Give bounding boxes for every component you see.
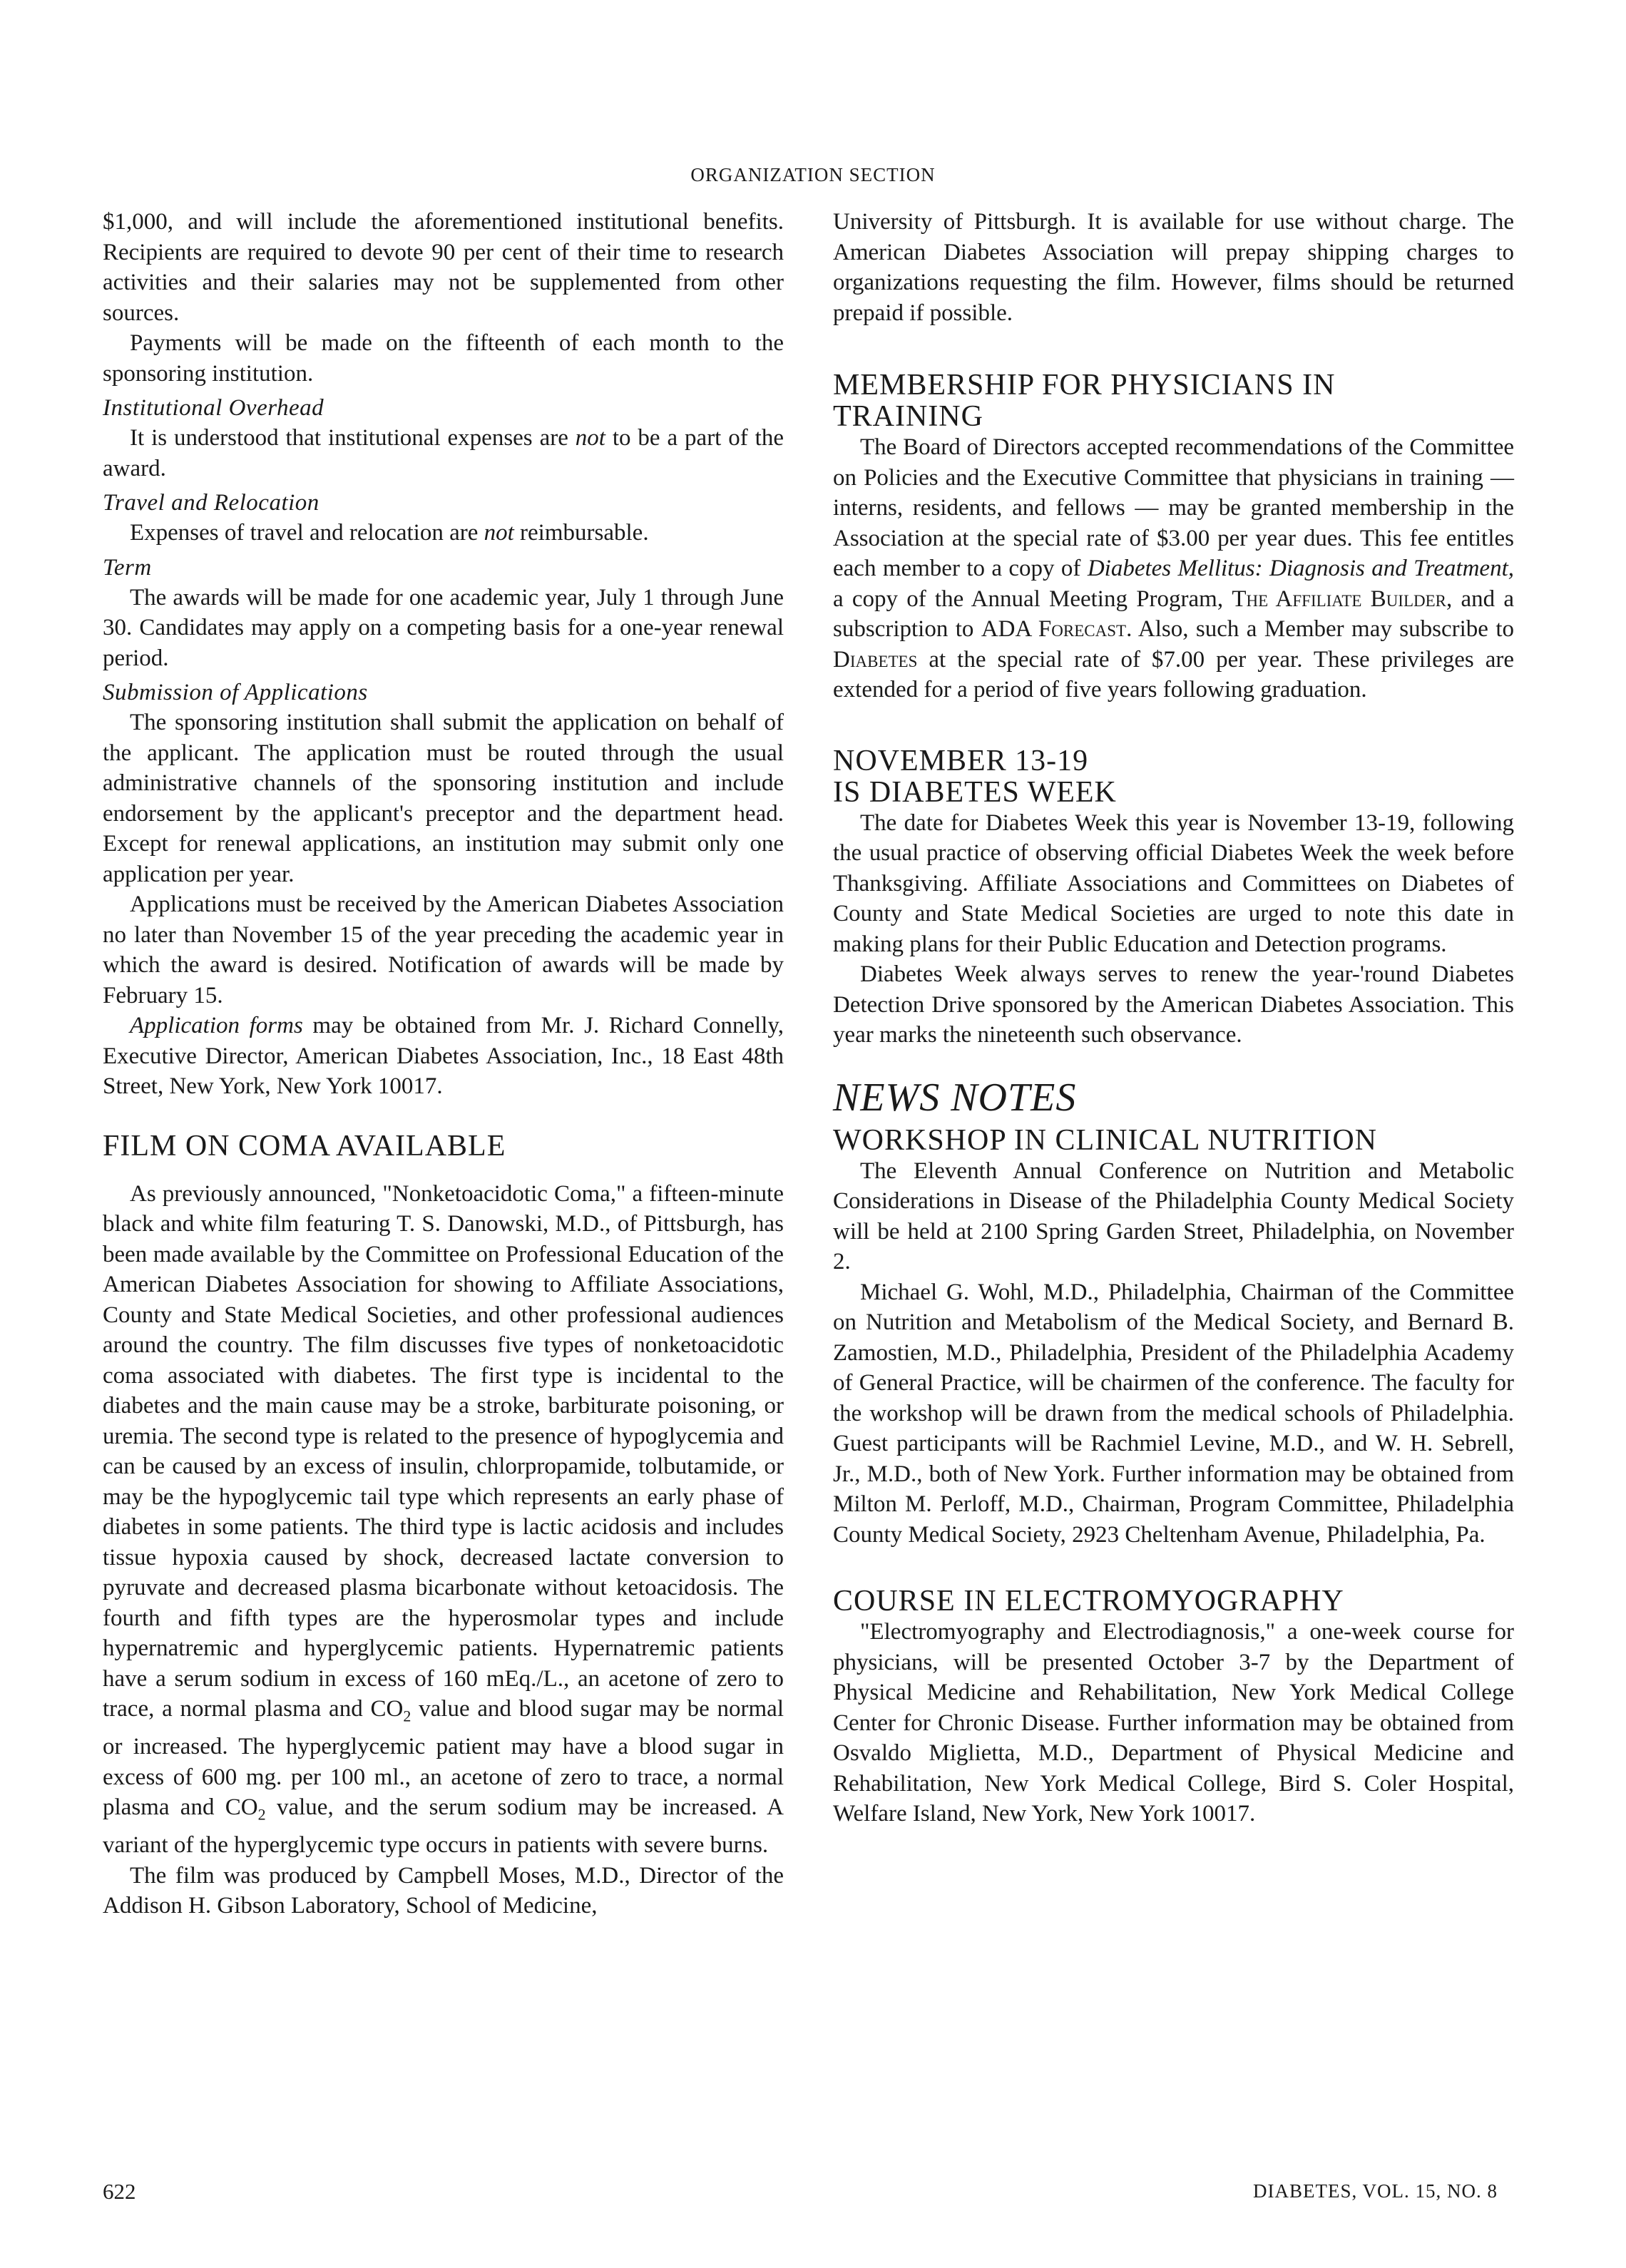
journal-footer: DIABETES, VOL. 15, NO. 8 (1253, 2180, 1498, 2202)
submission-paragraph-3: Application forms may be obtained from Mr. J. Richard Connelly, Executive Director, American Diabetes Association, Inc., 18 East 48th Street, New York, New York 10017. (103, 1013, 784, 1099)
emg-section-title: COURSE IN ELECTROMYOGRAPHY (833, 1585, 1344, 1618)
diabetes-week-paragraph-2: Diabetes Week always serves to renew the year-'round Diabetes Detection Drive sponsored by the American Diabetes Association. This year marks the nineteenth such observance. (833, 961, 1514, 1048)
travel-paragraph: Expenses of travel and relocation are not reimbursable. (130, 520, 649, 546)
workshop-section-title: WORKSHOP IN CLINICAL NUTRITION (833, 1123, 1377, 1157)
running-header: ORGANIZATION SECTION (690, 164, 936, 185)
left-column (103, 207, 784, 1921)
workshop-paragraph-2: Michael G. Wohl, M.D., Philadelphia, Chairman of the Committee on Nutrition and Metabolism of the Medical Society, and Bernard B. Zamostien, M.D., Philadelphia, President of the Philadelphia Academy of General Practice, will be chairmen of the conference. The faculty for the workshop will be drawn from the medical schools of Philadelphia. Guest participants will be Rachmiel Levine, M.D., and W. H. Sebrell, Jr., M.D., both of New York. Further information may be obtained from Milton M. Perloff, M.D., Chairman, Program Committee, Philadelphia County Medical Society, 2923 Cheltenham Avenue, Philadelphia, Pa. (833, 1279, 1514, 1548)
term-paragraph: The awards will be made for one academic year, July 1 through June 30. Candidates may apply on a competing basis for a one-year renewal period. (103, 584, 784, 671)
intro-paragraph-2: Payments will be made on the fifteenth of each month to the sponsoring institution. (103, 330, 784, 387)
intro-paragraph-1: $1,000, and will include the aforementioned institutional benefits. Recipients are required to devote 90 per cent of their time to research activities and their salaries may not be supplemented from other sources. (103, 209, 784, 326)
emg-paragraph: "Electromyography and Electrodiagnosis," a one-week course for physicians, will be presented October 3-7 by the Department of Physical Medicine and Rehabilitation, New York Medical College Center for Chronic Disease. Further information may be obtained from Osvaldo Miglietta, M.D., Department of Physical Medicine and Rehabilitation, New York Medical College, Bird S. Coler Hospital, Welfare Island, New York, New York 10017. (833, 1619, 1514, 1827)
workshop-paragraph-1: The Eleventh Annual Conference on Nutrition and Metabolic Considerations in Disease of the Philadelphia County Medical Society will be held at 2100 Spring Garden Street, Philadelphia, on November 2. (833, 1158, 1514, 1275)
film-paragraph-2: The film was produced by Campbell Moses, M.D., Director of the Addison H. Gibson Laboratory, School of Medicine, (103, 1862, 784, 1919)
film-paragraph-1: As previously announced, "Nonketoacidotic Coma," a fifteen-minute black and white film featuring T. S. Danowski, M.D., of Pittsburgh, has been made available by the Committee on Professional Education of the American Diabetes Association for showing to Affiliate Associations, County and State Medical Societies, and other professional audiences around the country. The film discusses five types of nonketoacidotic coma associated with diabetes. The first type is incidental to the diabetes and the main cause may be a stroke, barbiturate poisoning, or uremia. The second type is related to the presence of hypoglycemia and can be caused by an excess of insulin, chlorpropamide, tolbutamide, or may be the hypoglycemic tail type which represents an early phase of diabetes in some patients. The third type is lactic acidosis and includes tissue hypoxia caused by shock, decreased lactate conversion to pyruvate and decreased plasma bicarbonate without ketoacidosis. The fourth and fifth types are the hyperosmolar types and include hypernatremic and hyperglycemic patients. Hypernatremic patients have a serum sodium in excess of 160 mEq./L., an acetone of zero to trace, a normal plasma and $CO_2$ value and blood sugar may be normal or increased. The hyperglycemic patient may have a blood sugar in excess of 600 mg. per 100 ml., an acetone of zero to trace, a normal plasma and $CO_2$ value, and the serum sodium may be increased. A variant of the hyperglycemic type occurs in patients with severe burns. (103, 1180, 784, 1859)
submission-subheading: Submission of Applications (103, 680, 368, 705)
overhead-subheading: Institutional Overhead (103, 395, 324, 421)
right-column (833, 207, 1514, 1829)
term-subheading: Term (103, 554, 152, 581)
diabetes-week-paragraph-1: The date for Diabetes Week this year is November 13-19, following the usual practice of observing official Diabetes Week the week before Thanksgiving. Affiliate Associations and Committees on Diabetes of County and State Medical Societies are urged to note this date in making plans for their Public Education and Detection programs. (833, 809, 1514, 957)
submission-paragraph-1: The sponsoring institution shall submit the application on behalf of the applicant. The application must be routed through the usual administrative channels of the sponsoring institution and include endorsement by the applicant's preceptor and the department head. Except for renewal applications, an institution may submit only one application per year. (103, 710, 784, 887)
overhead-paragraph: It is understood that institutional expenses are not to be a part of the award. (103, 425, 784, 481)
travel-subheading: Travel and Relocation (103, 490, 319, 516)
membership-paragraph: The Board of Directors accepted recommendations of the Committee on Policies and the Executive Committee that physicians in training — interns, residents, and fellows — may be granted membership in the Association at the special rate of $3.00 per year dues. This fee entitles each member to a copy of Diabetes Mellitus: Diagnosis and Treatment, a copy of the Annual Meeting Program, The Affiliate Builder, and a subscription to ADA Forecast. Also, such a Member may subscribe to Diabetes at the special rate of $7.00 per year. These privileges are extended for a period of five years following graduation. (833, 434, 1514, 703)
diabetes-week-section-title: NOVEMBER 13-19 IS DIABETES WEEK (833, 744, 1117, 809)
membership-section-title: MEMBERSHIP FOR PHYSICIANS IN TRAINING (833, 369, 1336, 433)
film-section-title: FILM ON COMA AVAILABLE (103, 1129, 506, 1163)
news-notes-title: NEWS NOTES (833, 1075, 1077, 1120)
submission-paragraph-2: Applications must be received by the American Diabetes Association no later than November 15 of the year preceding the academic year in which the award is desired. Notification of awards will be made by February 15. (103, 892, 784, 1008)
page-number: 622 (103, 2179, 136, 2204)
film-continued-paragraph: University of Pittsburgh. It is available for use without charge. The American Diabetes Association will prepay shipping charges to organizations requesting the film. However, films should be returned prepaid if possible. (833, 209, 1514, 326)
